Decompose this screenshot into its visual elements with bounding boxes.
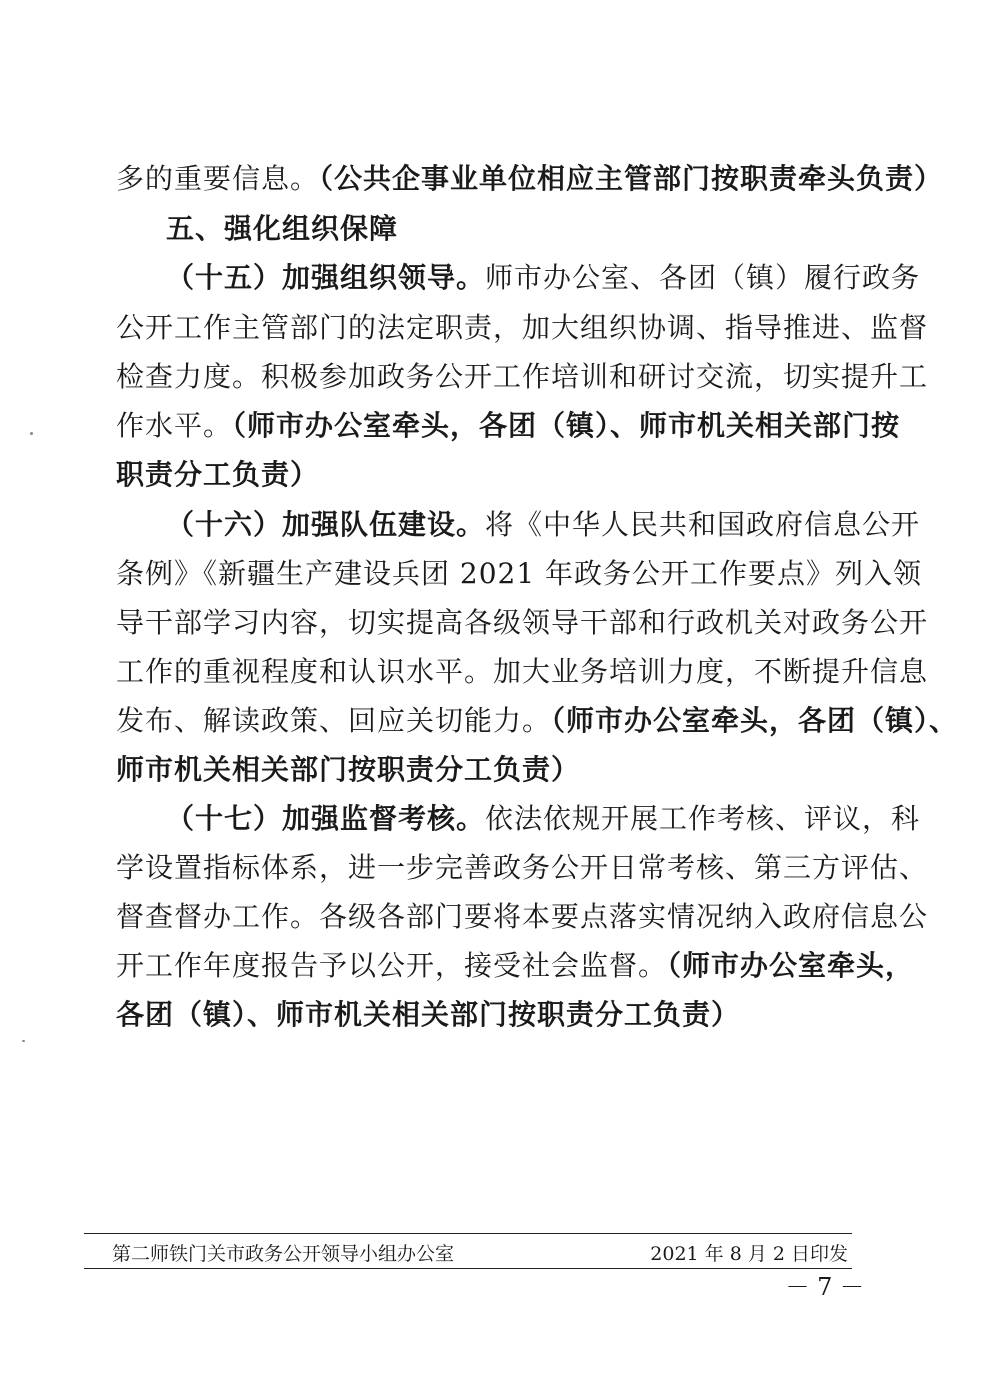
paragraph-title: （十五）加强组织领导。 — [166, 261, 486, 294]
responsibility-note: （师市办公室牵头，各团（镇）、师市机关相关部门按 — [232, 409, 901, 442]
body-text: 多的重要信息。 — [116, 162, 320, 195]
section-heading: 五、强化组织保障 — [166, 212, 399, 245]
body-text: 依法依规开展工作考核、评议，科 — [485, 802, 921, 835]
paragraph-line: 职责分工负责） — [116, 458, 320, 491]
paragraph-title: （十七）加强监督考核。 — [166, 802, 486, 835]
paragraph-line — [166, 802, 921, 836]
paragraph-line: 各团（镇）、师市机关相关部门按职责分工负责） — [116, 998, 741, 1031]
body-text: 发布、解读政策、回应关切能力。 — [116, 704, 552, 737]
responsibility-note: （师市办公室牵头，各团（镇）、 — [551, 704, 959, 737]
scan-speck — [22, 1040, 25, 1042]
responsibility-note: （师市办公室牵头， — [667, 949, 915, 982]
paragraph-line: 学设置指标体系，进一步完善政务公开日常考核、第三方评估、 — [116, 851, 929, 884]
body-text: 开工作年度报告予以公开，接受社会监督。 — [116, 949, 668, 982]
paragraph-line — [116, 409, 901, 443]
footer-issuer: 第二师铁门关市政务公开领导小组办公室 — [112, 1243, 455, 1265]
paragraph-line — [166, 508, 921, 542]
body-text: 师市办公室、各团（镇）履行政务 — [485, 261, 921, 294]
responsibility-note: （公共企事业单位相应主管部门按职责牵头负责） — [319, 162, 944, 195]
paragraph-line: 条例》《新疆生产建设兵团 2021 年政务公开工作要点》列入领 — [116, 557, 923, 590]
body-text: 将《中华人民共和国政府信息公开 — [485, 508, 921, 541]
paragraph-line: 公开工作主管部门的法定职责，加大组织协调、指导推进、监督 — [116, 311, 929, 344]
footer-top-rule — [84, 1233, 852, 1234]
paragraph-line: 督查督办工作。各级各部门要将本要点落实情况纳入政府信息公 — [116, 900, 929, 933]
paragraph-line: 工作的重视程度和认识水平。加大业务培训力度，不断提升信息 — [116, 655, 929, 688]
paragraph-line: 检查力度。积极参加政务公开工作培训和研讨交流，切实提升工 — [116, 360, 929, 393]
paragraph-line — [116, 704, 959, 738]
paragraph-line — [166, 261, 921, 295]
paragraph-line: 导干部学习内容，切实提高各级领导干部和行政机关对政务公开 — [116, 606, 929, 639]
paragraph-title: （十六）加强队伍建设。 — [166, 508, 486, 541]
paragraph-line — [116, 162, 944, 196]
paragraph-line: 师市机关相关部门按职责分工负责） — [116, 753, 581, 786]
scan-speck — [30, 432, 33, 435]
paragraph-line — [116, 949, 915, 983]
body-text: 作水平。 — [116, 409, 233, 442]
footer-print-date: 2021 年 8 月 2 日印发 — [650, 1243, 848, 1265]
footer-bottom-rule — [84, 1268, 852, 1269]
page-number: － 7 － — [785, 1273, 864, 1301]
